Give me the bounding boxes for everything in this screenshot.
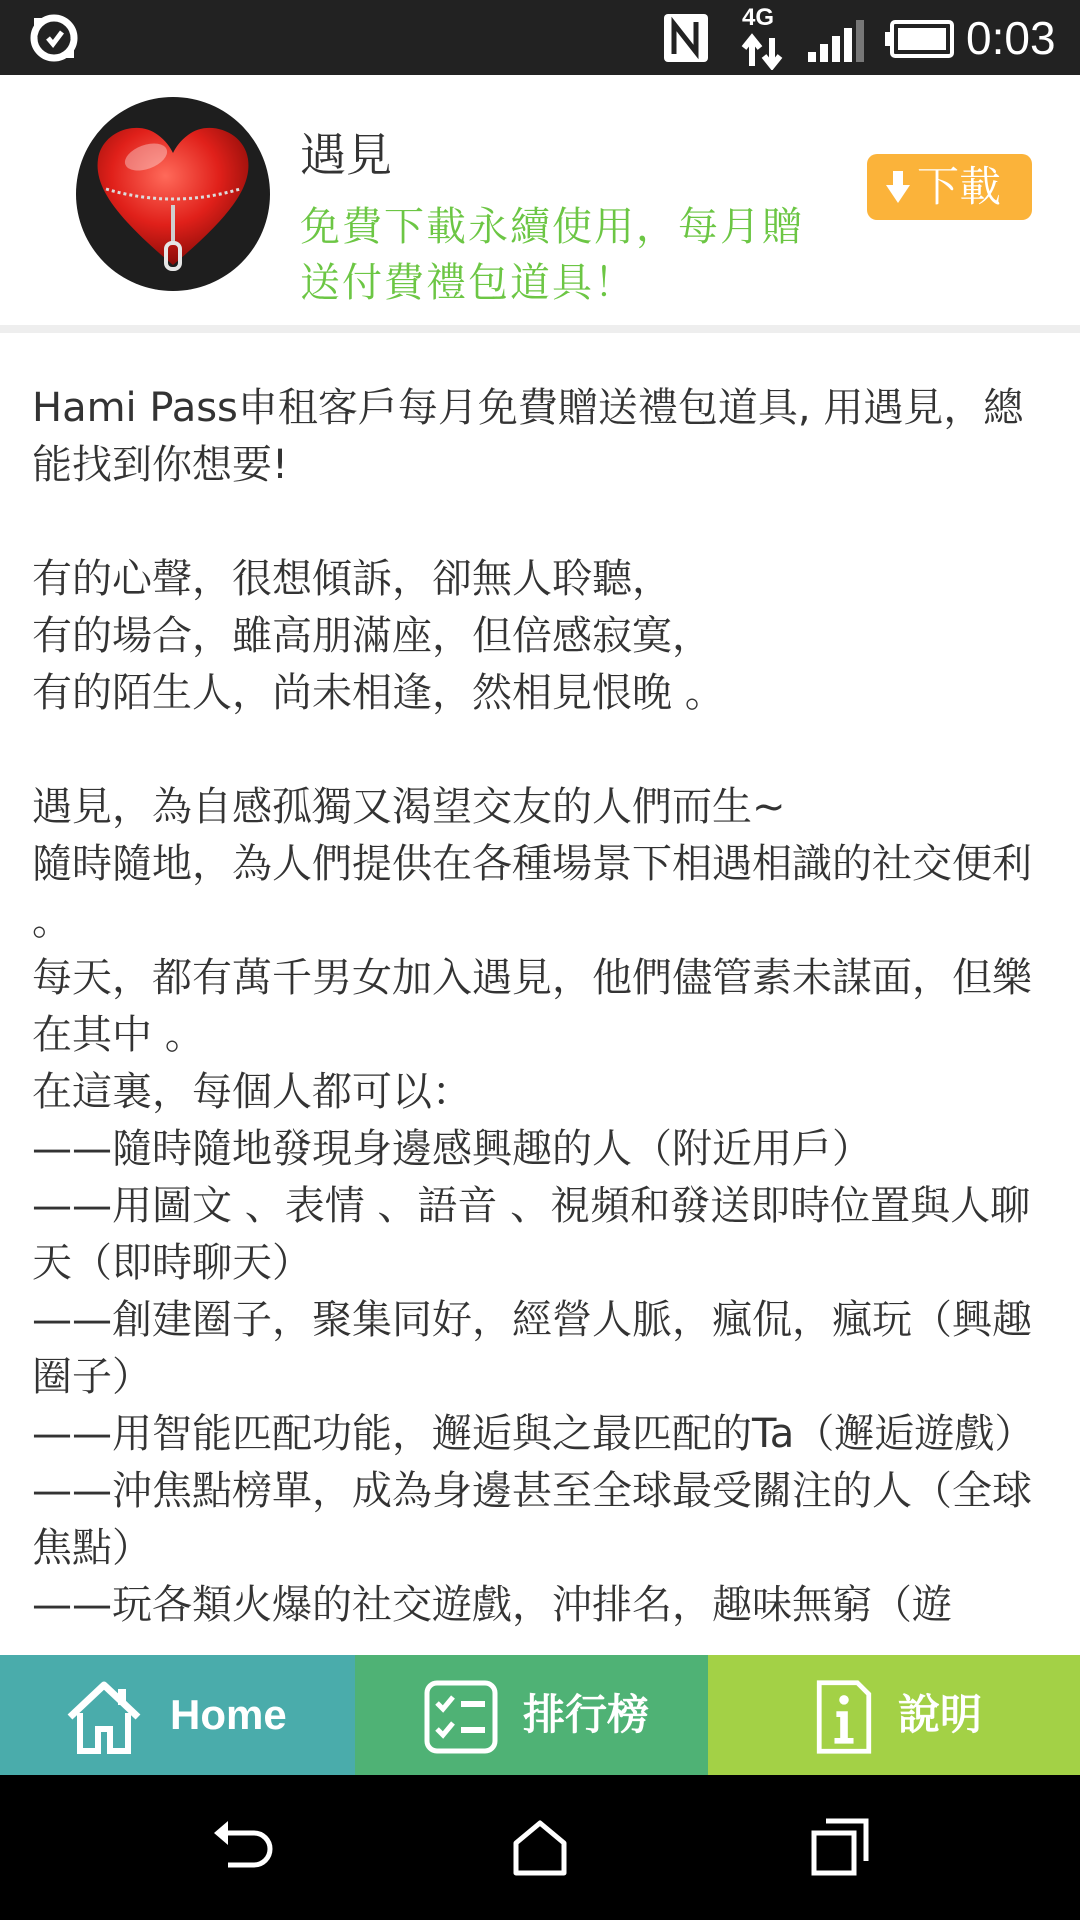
tab-label: Home	[170, 1691, 287, 1738]
description-paragraph: Hami Pass申租客戶每月免費贈送禮包道具, 用遇見，總能找到你想要!	[32, 385, 1024, 488]
tab-label: 說明	[898, 1691, 983, 1738]
system-nav-bar	[0, 1775, 1080, 1920]
paragraph-gap	[32, 494, 1052, 551]
paragraph-gap	[32, 722, 1052, 779]
download-arrow-icon	[885, 169, 911, 205]
sync-icon	[26, 10, 82, 66]
tab-help[interactable]	[708, 1655, 1080, 1775]
house-icon	[64, 1677, 144, 1757]
description-paragraph: 有的心聲，很想傾訴，卻無人聆聽， 有的場合，雖高朋滿座，但倍感寂寞， 有的陌生人，尚未相逢，然相見恨晚 。	[32, 556, 725, 716]
network-4g-icon	[738, 6, 790, 70]
download-label: 下載	[917, 162, 1002, 211]
tab-ranking[interactable]	[355, 1655, 708, 1775]
status-bar	[0, 0, 1080, 75]
header-divider	[0, 325, 1080, 333]
download-button[interactable]	[867, 154, 1032, 220]
clock: 0:03	[966, 12, 1056, 64]
app-name: 遇見	[300, 128, 392, 182]
back-icon[interactable]	[210, 1815, 274, 1879]
network-type-label: 4G	[742, 4, 775, 31]
app-description	[32, 380, 1052, 1655]
recents-icon[interactable]	[808, 1815, 872, 1879]
battery-icon	[884, 20, 954, 58]
app-tagline: 免費下載永續使用，每月贈送付費禮包道具！	[300, 204, 804, 306]
description-paragraph: 遇見，為自感孤獨又渴望交友的人們而生~ 隨時隨地，為人們提供在各種場景下相遇相識的社交便利 。 每天，都有萬千男女加入遇見，他們儘管素未謀面，但樂在其中 。 在這裏，每個人都可以： ——隨時隨地發現身邊感興趣的人（附近用戶） ——用圖文 、表情 、語音 、視頻和發送即時位置與人聊天（即時聊天） ——創建圈子，聚集同好，經營人脈，瘋侃，瘋玩（興趣圈子） ——用智能匹配功能，邂逅與之最匹配的Ta（邂逅遊戲） ——沖焦點榜單，成為身邊甚至全球最受關注的人（全球焦點） ——玩各類火爆的社交遊戲，沖排名，趣味無窮（遊	[32, 784, 1035, 1628]
tab-home[interactable]	[0, 1655, 355, 1775]
info-icon	[804, 1677, 884, 1757]
tab-label: 排行榜	[523, 1691, 650, 1738]
signal-icon	[806, 18, 868, 62]
heart-zipper-app-icon	[76, 97, 270, 291]
app-header	[0, 75, 1080, 325]
bottom-tab-bar	[0, 1655, 1080, 1775]
home-icon[interactable]	[508, 1815, 572, 1879]
checklist-icon	[421, 1677, 501, 1757]
nfc-icon	[662, 12, 710, 64]
